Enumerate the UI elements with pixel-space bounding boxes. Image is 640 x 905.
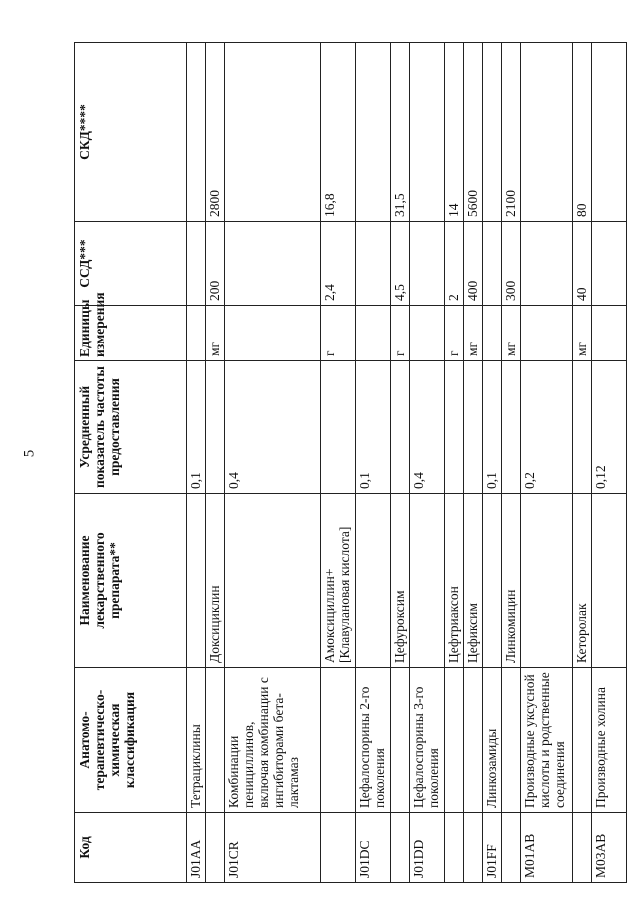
cell-drug: Доксициклин [206,494,225,668]
table-row [391,43,410,883]
cell-skd [483,43,502,222]
table-row [321,43,356,883]
cell-skd [521,43,573,222]
cell-unit [187,306,206,361]
cell-frequency: 0,4 [410,361,445,494]
table-row [187,43,206,883]
cell-ssd [187,222,206,306]
cell-skd [592,43,627,222]
cell-ssd [483,222,502,306]
cell-atc [464,668,483,813]
cell-code [573,813,592,883]
cell-skd [356,43,391,222]
cell-code: J01DD [410,813,445,883]
table-row [573,43,592,883]
cell-ssd [592,222,627,306]
cell-drug: Цефиксим [464,494,483,668]
cell-skd: 31,5 [391,43,410,222]
cell-skd [187,43,206,222]
cell-atc [321,668,356,813]
header-ssd: ССД*** [75,222,187,306]
cell-ssd: 4,5 [391,222,410,306]
table-row [206,43,225,883]
cell-code: J01DC [356,813,391,883]
cell-skd: 16,8 [321,43,356,222]
header-atc: Анатомо-терапевтическо-химическая классификация [75,668,187,813]
cell-unit: мг [464,306,483,361]
rotated-table-container [74,43,608,883]
table-row [445,43,464,883]
cell-drug [410,494,445,668]
cell-frequency [573,361,592,494]
cell-ssd: 300 [502,222,521,306]
cell-atc: Тетрациклины [187,668,206,813]
cell-unit [483,306,502,361]
cell-code: J01AA [187,813,206,883]
cell-unit: г [321,306,356,361]
cell-skd [225,43,321,222]
cell-unit [410,306,445,361]
header-row [75,43,187,883]
cell-skd: 80 [573,43,592,222]
table-row [521,43,573,883]
cell-unit [521,306,573,361]
cell-skd: 2800 [206,43,225,222]
cell-ssd: 2,4 [321,222,356,306]
cell-ssd: 200 [206,222,225,306]
cell-frequency [445,361,464,494]
cell-code: M03AB [592,813,627,883]
cell-frequency [464,361,483,494]
table-row [356,43,391,883]
cell-ssd [356,222,391,306]
cell-drug: Линкомицин [502,494,521,668]
cell-drug: Амоксициллин+ [Клавулановая кислота] [321,494,356,668]
cell-unit: мг [502,306,521,361]
cell-code: J01CR [225,813,321,883]
cell-code [445,813,464,883]
cell-atc: Цефалоспорины 2-го поколения [356,668,391,813]
cell-drug: Кеторолак [573,494,592,668]
cell-ssd [410,222,445,306]
cell-atc [445,668,464,813]
cell-drug [225,494,321,668]
cell-frequency: 0,4 [225,361,321,494]
table-row [410,43,445,883]
header-unit: Единицы измерения [75,306,187,361]
cell-ssd: 400 [464,222,483,306]
cell-ssd [521,222,573,306]
cell-unit: мг [573,306,592,361]
cell-code [502,813,521,883]
cell-unit: мг [206,306,225,361]
cell-drug [592,494,627,668]
table-row [502,43,521,883]
cell-code: M01AB [521,813,573,883]
cell-frequency [321,361,356,494]
cell-frequency: 0,2 [521,361,573,494]
cell-frequency: 0,1 [187,361,206,494]
cell-atc: Комбинации пенициллинов, включая комбинации с ингибиторами бета-лактамаз [225,668,321,813]
cell-frequency: 0,1 [356,361,391,494]
cell-unit [592,306,627,361]
table-row [483,43,502,883]
cell-skd: 5600 [464,43,483,222]
cell-code: J01FF [483,813,502,883]
cell-skd [410,43,445,222]
cell-unit [356,306,391,361]
cell-skd: 2100 [502,43,521,222]
cell-unit [225,306,321,361]
header-drug: Наименование лекарственного препарата** [75,494,187,668]
cell-drug [483,494,502,668]
header-skd: СКД**** [75,43,187,222]
cell-code [391,813,410,883]
cell-ssd: 40 [573,222,592,306]
cell-code [206,813,225,883]
cell-drug: Цефуроксим [391,494,410,668]
cell-frequency [206,361,225,494]
header-code: Код [75,813,187,883]
cell-ssd [225,222,321,306]
cell-atc: Цефалоспорины 3-го поколения [410,668,445,813]
cell-code [464,813,483,883]
table-row [592,43,627,883]
cell-atc: Производные уксусной кислоты и родственные соединения [521,668,573,813]
cell-frequency: 0,12 [592,361,627,494]
cell-drug [187,494,206,668]
cell-frequency [502,361,521,494]
page-number: 5 [21,449,38,458]
cell-drug [521,494,573,668]
header-frequency: Усредненный показатель частоты предоставления [75,361,187,494]
cell-frequency [391,361,410,494]
cell-unit: г [445,306,464,361]
table-row [464,43,483,883]
drug-table [74,42,627,883]
cell-drug [356,494,391,668]
cell-code [321,813,356,883]
cell-drug: Цефтриаксон [445,494,464,668]
cell-frequency: 0,1 [483,361,502,494]
cell-unit: г [391,306,410,361]
cell-atc: Линкозамиды [483,668,502,813]
table-row [225,43,321,883]
cell-atc: Производные холина [592,668,627,813]
cell-ssd: 2 [445,222,464,306]
cell-atc [502,668,521,813]
cell-atc [573,668,592,813]
cell-atc [391,668,410,813]
cell-atc [206,668,225,813]
cell-skd: 14 [445,43,464,222]
